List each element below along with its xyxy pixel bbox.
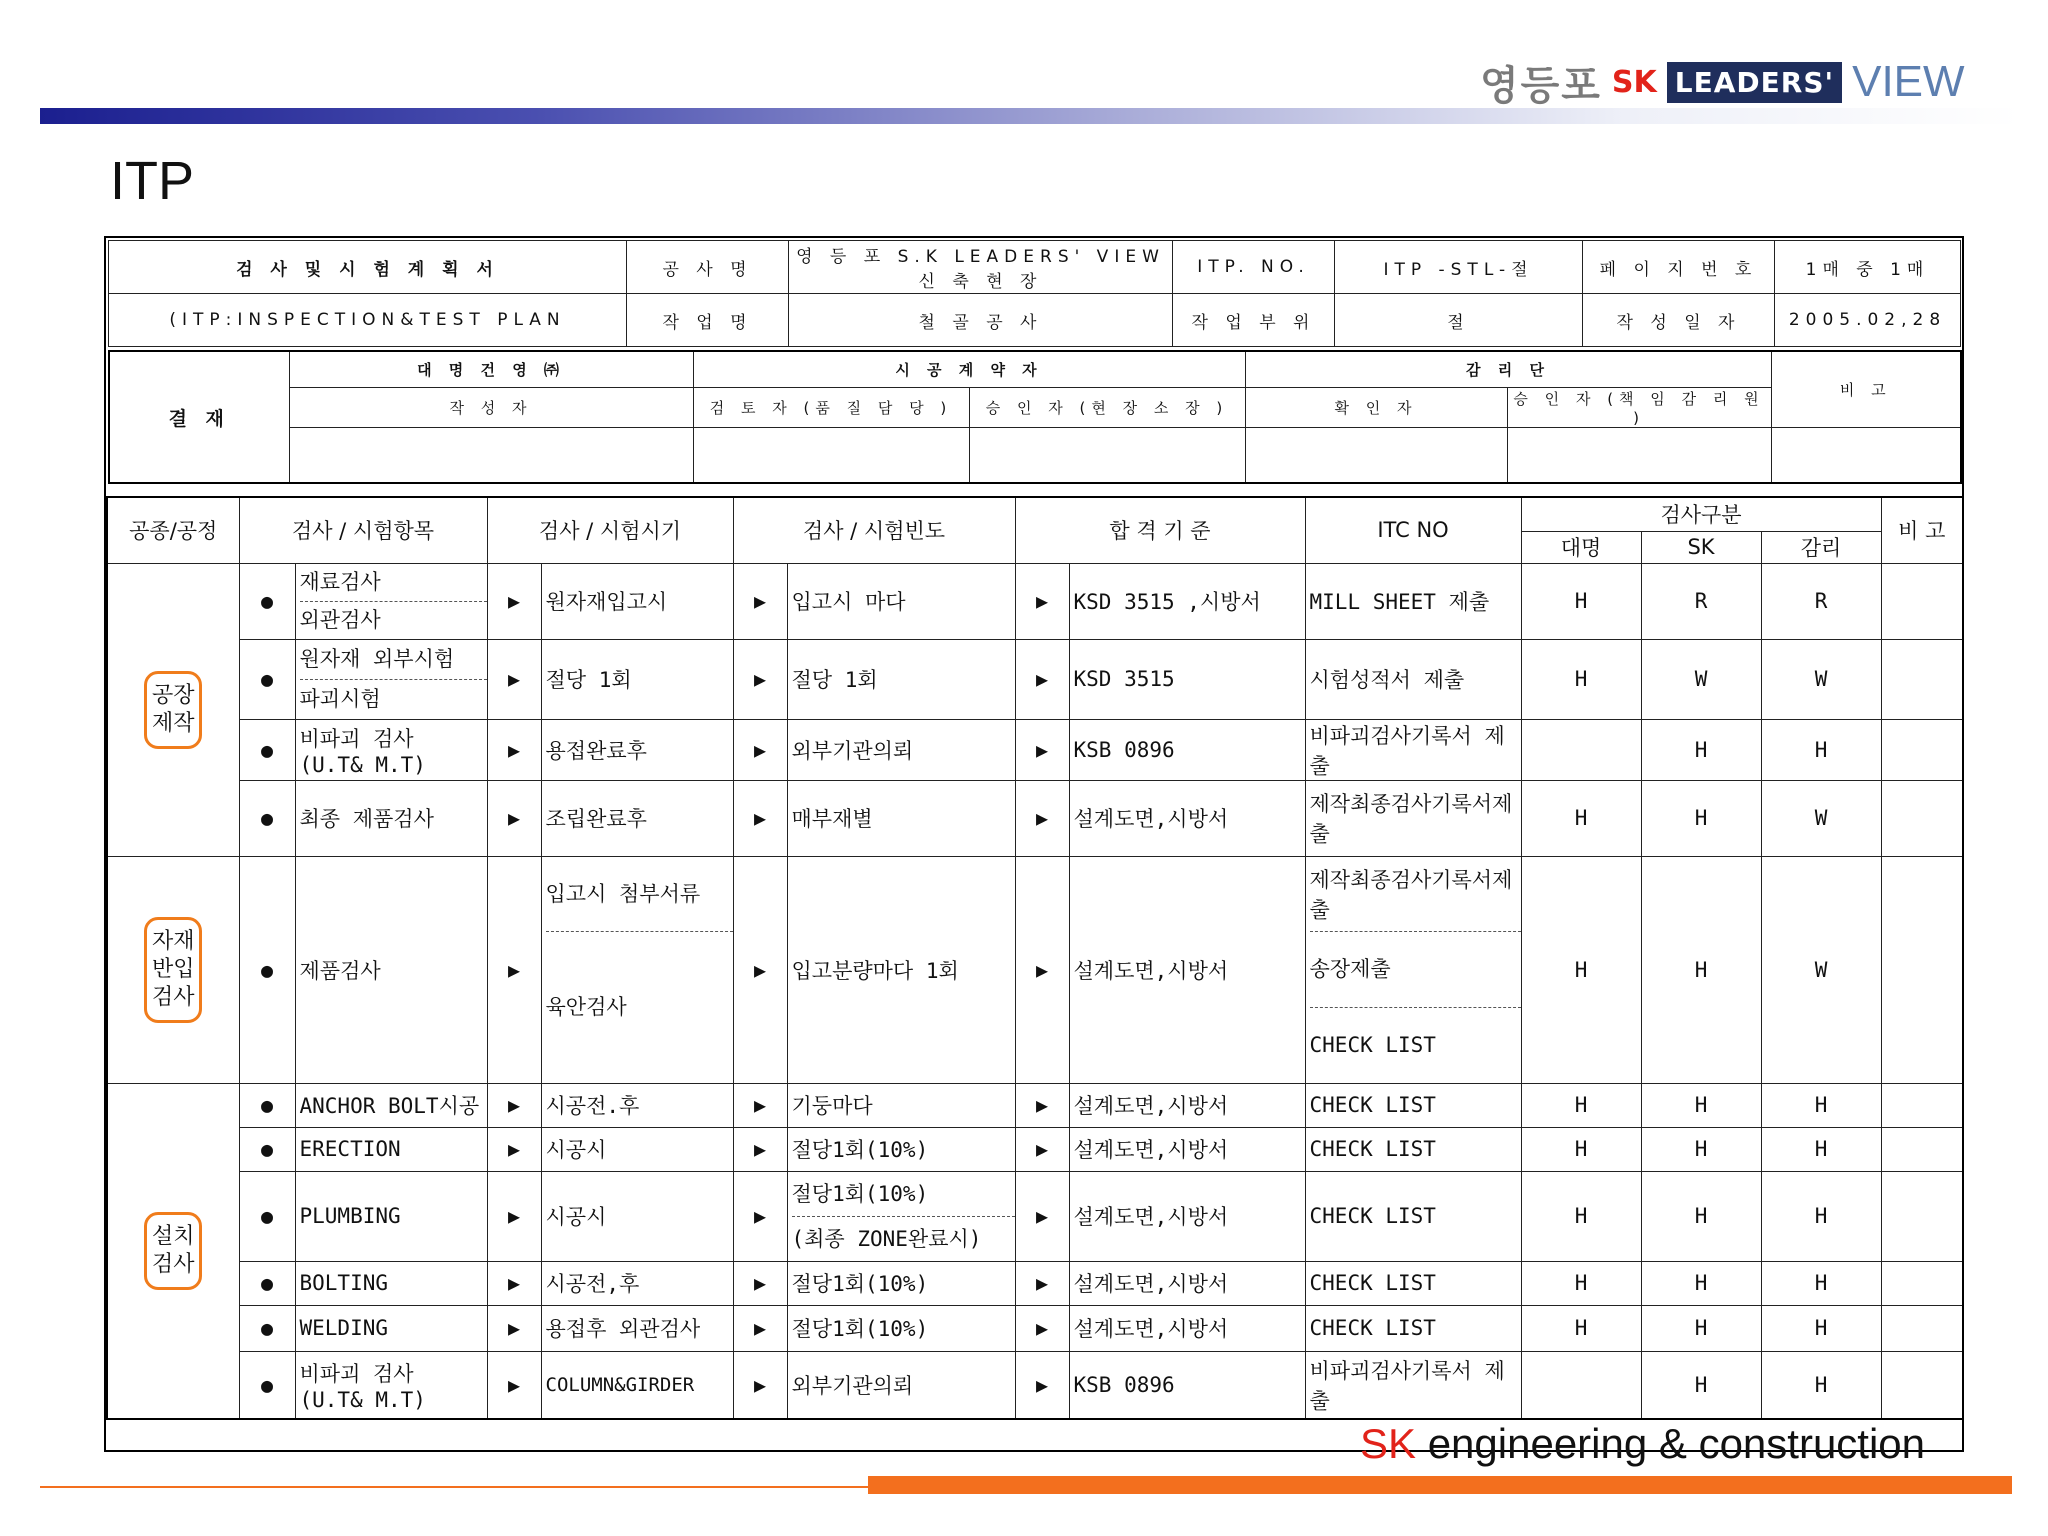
grade-sk: H xyxy=(1641,719,1761,780)
th-item: 검사 / 시험항목 xyxy=(239,497,487,563)
bullet: ● xyxy=(239,1261,295,1305)
itc-cell xyxy=(1305,856,1521,1083)
arrow: ▶ xyxy=(733,639,787,719)
arrow: ▶ xyxy=(1015,1261,1069,1305)
arrow: ▶ xyxy=(487,1171,541,1261)
item-cell: 제품검사 xyxy=(295,856,487,1083)
section-label: 설치검사 xyxy=(144,1212,202,1290)
item-cell xyxy=(295,639,487,719)
arrow: ▶ xyxy=(487,1127,541,1171)
frequency-cell: 외부기관의뢰 xyxy=(787,719,1015,780)
section-label: 자재반입검사 xyxy=(144,917,202,1023)
date-value: 2005.02,28 xyxy=(1775,294,1961,347)
criteria-cell: 설계도면,시방서 xyxy=(1069,1305,1305,1351)
bullet: ● xyxy=(239,1351,295,1419)
arrow: ▶ xyxy=(487,856,541,1083)
item-cell xyxy=(295,563,487,639)
checker-label: 확 인 자 xyxy=(1245,387,1507,427)
sign-box xyxy=(289,427,693,483)
frequency-cell: 절당1회(10%) xyxy=(787,1127,1015,1171)
criteria-cell: 설계도면,시방서 xyxy=(1069,1083,1305,1127)
sign-box xyxy=(1771,427,1961,483)
remark-cell xyxy=(1881,1305,1963,1351)
approval-label: 결 재 xyxy=(109,351,289,483)
logo-sk: SK xyxy=(1611,64,1657,100)
timing-cell: COLUMN&GIRDER xyxy=(541,1351,733,1419)
page-title: ITP xyxy=(110,151,195,211)
arrow: ▶ xyxy=(487,1261,541,1305)
itc-cell: 시험성적서 제출 xyxy=(1305,639,1521,719)
author-label: 작 성 자 xyxy=(289,387,693,427)
item-cell: 비파괴 검사 (U.T& M.T) xyxy=(295,1351,487,1419)
itp-table xyxy=(106,496,1964,1420)
criteria-cell: 설계도면,시방서 xyxy=(1069,1127,1305,1171)
itc-text: 제작최종검사기록서제출 xyxy=(1309,867,1513,922)
grade-supervision: H xyxy=(1761,1127,1881,1171)
grade-supervision: H xyxy=(1761,1305,1881,1351)
doc-title-ko: 검 사 및 시 험 계 획 서 xyxy=(109,241,627,294)
footer-bar xyxy=(868,1476,2012,1494)
item-text: 재료검사 xyxy=(299,569,381,594)
arrow: ▶ xyxy=(733,1127,787,1171)
grade-daemyung: H xyxy=(1521,1305,1641,1351)
bullet: ● xyxy=(239,780,295,856)
timing-cell xyxy=(541,856,733,1083)
grade-supervision: H xyxy=(1761,1083,1881,1127)
grade-daemyung xyxy=(1521,1351,1641,1419)
bullet: ● xyxy=(239,639,295,719)
bullet: ● xyxy=(239,1083,295,1127)
arrow: ▶ xyxy=(733,856,787,1083)
remark-label: 비 고 xyxy=(1771,351,1961,427)
work-label: 작 업 명 xyxy=(627,294,789,347)
arrow: ▶ xyxy=(487,563,541,639)
grade-sk: H xyxy=(1641,1261,1761,1305)
arrow: ▶ xyxy=(1015,563,1069,639)
arrow: ▶ xyxy=(733,780,787,856)
approver-label: 승 인 자 (현 장 소 장 ) xyxy=(969,387,1245,427)
arrow: ▶ xyxy=(1015,780,1069,856)
remark-cell xyxy=(1881,563,1963,639)
frequency-text: (최종 ZONE완료시) xyxy=(792,1216,1015,1261)
frequency-cell: 입고시 마다 xyxy=(787,563,1015,639)
remark-cell xyxy=(1881,1171,1963,1261)
logo-view: VIEW xyxy=(1852,57,1965,106)
item-cell: WELDING xyxy=(295,1305,487,1351)
th-frequency: 검사 / 시험빈도 xyxy=(733,497,1015,563)
bullet: ● xyxy=(239,1127,295,1171)
grade-supervision: H xyxy=(1761,1261,1881,1305)
logo-city: 영등포 xyxy=(1480,62,1602,109)
th-itc: ITC NO xyxy=(1305,497,1521,563)
criteria-cell: KSD 3515 xyxy=(1069,639,1305,719)
timing-text: 입고시 첨부서류 xyxy=(545,882,701,906)
bullet: ● xyxy=(239,856,295,1083)
grade-sk: H xyxy=(1641,1171,1761,1261)
arrow: ▶ xyxy=(1015,1171,1069,1261)
criteria-cell: KSB 0896 xyxy=(1069,1351,1305,1419)
itp-no-label: ITP. NO. xyxy=(1173,241,1335,294)
arrow: ▶ xyxy=(487,1351,541,1419)
grade-supervision: H xyxy=(1761,1171,1881,1261)
timing-cell: 용접후 외관검사 xyxy=(541,1305,733,1351)
th-sk: SK xyxy=(1641,531,1761,563)
grade-supervision: W xyxy=(1761,856,1881,1083)
timing-text: 육안검사 xyxy=(546,931,733,1082)
item-cell: 비파괴 검사 (U.T& M.T) xyxy=(295,719,487,780)
grade-sk: H xyxy=(1641,1305,1761,1351)
arrow: ▶ xyxy=(733,719,787,780)
project-label: 공 사 명 xyxy=(627,241,789,294)
grade-sk: W xyxy=(1641,639,1761,719)
footer-brand xyxy=(1360,1420,1925,1468)
frequency-cell: 입고분량마다 1회 xyxy=(787,856,1015,1083)
arrow: ▶ xyxy=(733,1171,787,1261)
remark-cell xyxy=(1881,856,1963,1083)
approval-table xyxy=(108,350,1962,484)
itc-cell: CHECK LIST xyxy=(1305,1305,1521,1351)
footer-brand-sk: SK xyxy=(1360,1420,1417,1467)
bullet: ● xyxy=(239,1171,295,1261)
grade-daemyung: H xyxy=(1521,780,1641,856)
timing-cell: 용접완료후 xyxy=(541,719,733,780)
th-division: 검사구분 xyxy=(1521,497,1881,531)
arrow: ▶ xyxy=(487,719,541,780)
group-construction: 시 공 계 약 자 xyxy=(693,351,1245,387)
arrow: ▶ xyxy=(1015,1351,1069,1419)
sign-box xyxy=(693,427,969,483)
th-remark: 비 고 xyxy=(1881,497,1963,563)
grade-sk: H xyxy=(1641,780,1761,856)
arrow: ▶ xyxy=(1015,856,1069,1083)
project-value: 영 등 포 S.K LEADERS' VIEW 신 축 현 장 xyxy=(789,241,1173,294)
arrow: ▶ xyxy=(1015,639,1069,719)
criteria-cell: 설계도면,시방서 xyxy=(1069,856,1305,1083)
part-label: 작 업 부 위 xyxy=(1173,294,1335,347)
grade-sk: R xyxy=(1641,563,1761,639)
bullet: ● xyxy=(239,719,295,780)
section-material xyxy=(107,856,239,1083)
section-factory xyxy=(107,563,239,856)
bullet: ● xyxy=(239,1305,295,1351)
item-text: 원자재 외부시험 xyxy=(299,646,455,671)
sup-approver-label: 승 인 자 (책 임 감 리 원 ) xyxy=(1507,387,1771,427)
item-cell: 최종 제품검사 xyxy=(295,780,487,856)
th-daemyung: 대명 xyxy=(1521,531,1641,563)
section-label: 공장제작 xyxy=(144,671,202,749)
itc-cell: CHECK LIST xyxy=(1305,1083,1521,1127)
itc-cell: CHECK LIST xyxy=(1305,1171,1521,1261)
part-value: 절 xyxy=(1335,294,1583,347)
frequency-cell: 절당1회(10%) xyxy=(787,1305,1015,1351)
itc-text: CHECK LIST xyxy=(1310,1007,1521,1083)
grade-daemyung xyxy=(1521,719,1641,780)
grade-supervision: W xyxy=(1761,780,1881,856)
group-contractor: 대 명 건 영 ㈜ xyxy=(289,351,693,387)
grade-daemyung: H xyxy=(1521,1171,1641,1261)
grade-daemyung: H xyxy=(1521,1127,1641,1171)
th-timing: 검사 / 시험시기 xyxy=(487,497,733,563)
grade-sk: H xyxy=(1641,1083,1761,1127)
timing-cell: 시공시 xyxy=(541,1127,733,1171)
timing-cell: 시공전,후 xyxy=(541,1261,733,1305)
item-cell: PLUMBING xyxy=(295,1171,487,1261)
item-text: 외관검사 xyxy=(300,601,487,639)
arrow: ▶ xyxy=(1015,719,1069,780)
grade-sk: H xyxy=(1641,1127,1761,1171)
grade-daemyung: H xyxy=(1521,639,1641,719)
arrow: ▶ xyxy=(733,1261,787,1305)
criteria-cell: 설계도면,시방서 xyxy=(1069,780,1305,856)
logo-leaders: LEADERS' xyxy=(1667,62,1842,103)
timing-cell: 원자재입고시 xyxy=(541,563,733,639)
arrow: ▶ xyxy=(1015,1305,1069,1351)
th-supervision: 감리 xyxy=(1761,531,1881,563)
frequency-cell xyxy=(787,1171,1015,1261)
criteria-cell: 설계도면,시방서 xyxy=(1069,1261,1305,1305)
group-supervision: 감 리 단 xyxy=(1245,351,1771,387)
itc-cell: CHECK LIST xyxy=(1305,1127,1521,1171)
remark-cell xyxy=(1881,1351,1963,1419)
page-value: 1매 중 1매 xyxy=(1775,241,1961,294)
th-criteria: 합 격 기 준 xyxy=(1015,497,1305,563)
grade-daemyung: H xyxy=(1521,1261,1641,1305)
itc-text: 송장제출 xyxy=(1310,931,1521,1007)
reviewer-label: 검 토 자 (품 질 담 당 ) xyxy=(693,387,969,427)
grade-sk: H xyxy=(1641,856,1761,1083)
arrow: ▶ xyxy=(1015,1127,1069,1171)
item-cell: ANCHOR BOLT시공 xyxy=(295,1083,487,1127)
arrow: ▶ xyxy=(487,639,541,719)
frequency-cell: 절당 1회 xyxy=(787,639,1015,719)
timing-cell: 시공시 xyxy=(541,1171,733,1261)
section-install xyxy=(107,1083,239,1419)
bullet: ● xyxy=(239,563,295,639)
itc-cell: 비파괴검사기록서 제출 xyxy=(1305,1351,1521,1419)
timing-cell: 절당 1회 xyxy=(541,639,733,719)
timing-cell: 시공전.후 xyxy=(541,1083,733,1127)
itc-cell: MILL SHEET 제출 xyxy=(1305,563,1521,639)
itc-cell: 비파괴검사기록서 제출 xyxy=(1305,719,1521,780)
arrow: ▶ xyxy=(733,1351,787,1419)
grade-daemyung: H xyxy=(1521,856,1641,1083)
work-value: 철 골 공 사 xyxy=(789,294,1173,347)
itc-cell: 제작최종검사기록서제출 xyxy=(1305,780,1521,856)
remark-cell xyxy=(1881,780,1963,856)
header-table xyxy=(108,240,1961,347)
criteria-cell: KSD 3515 ,시방서 xyxy=(1069,563,1305,639)
frequency-cell: 매부재별 xyxy=(787,780,1015,856)
remark-cell xyxy=(1881,1127,1963,1171)
logo xyxy=(1480,52,1965,112)
itp-no-value: ITP -STL-절 xyxy=(1335,241,1583,294)
criteria-cell: KSB 0896 xyxy=(1069,719,1305,780)
remark-cell xyxy=(1881,1083,1963,1127)
remark-cell xyxy=(1881,1261,1963,1305)
arrow: ▶ xyxy=(733,1083,787,1127)
doc-title-en: (ITP:INSPECTION&TEST PLAN xyxy=(109,294,627,347)
frequency-cell: 절당1회(10%) xyxy=(787,1261,1015,1305)
item-text: 파괴시험 xyxy=(300,679,487,719)
timing-cell: 조립완료후 xyxy=(541,780,733,856)
grade-sk: H xyxy=(1641,1351,1761,1419)
arrow: ▶ xyxy=(1015,1083,1069,1127)
page-label: 페 이 지 번 호 xyxy=(1583,241,1775,294)
sign-box xyxy=(969,427,1245,483)
itc-cell: CHECK LIST xyxy=(1305,1261,1521,1305)
grade-daemyung: H xyxy=(1521,1083,1641,1127)
footer-line xyxy=(40,1486,868,1488)
grade-supervision: H xyxy=(1761,1351,1881,1419)
remark-cell xyxy=(1881,639,1963,719)
sign-box xyxy=(1507,427,1771,483)
frequency-cell: 기둥마다 xyxy=(787,1083,1015,1127)
remark-cell xyxy=(1881,719,1963,780)
grade-supervision: H xyxy=(1761,719,1881,780)
arrow: ▶ xyxy=(733,1305,787,1351)
arrow: ▶ xyxy=(487,780,541,856)
item-cell: ERECTION xyxy=(295,1127,487,1171)
criteria-cell: 설계도면,시방서 xyxy=(1069,1171,1305,1261)
arrow: ▶ xyxy=(487,1305,541,1351)
arrow: ▶ xyxy=(487,1083,541,1127)
item-cell: BOLTING xyxy=(295,1261,487,1305)
frequency-text: 절당1회(10%) xyxy=(791,1181,929,1206)
frequency-cell: 외부기관의뢰 xyxy=(787,1351,1015,1419)
th-process: 공종/공정 xyxy=(107,497,239,563)
grade-supervision: R xyxy=(1761,563,1881,639)
grade-supervision: W xyxy=(1761,639,1881,719)
date-label: 작 성 일 자 xyxy=(1583,294,1775,347)
sign-box xyxy=(1245,427,1507,483)
grade-daemyung: H xyxy=(1521,563,1641,639)
footer-brand-text: engineering & construction xyxy=(1416,1420,1926,1467)
arrow: ▶ xyxy=(733,563,787,639)
